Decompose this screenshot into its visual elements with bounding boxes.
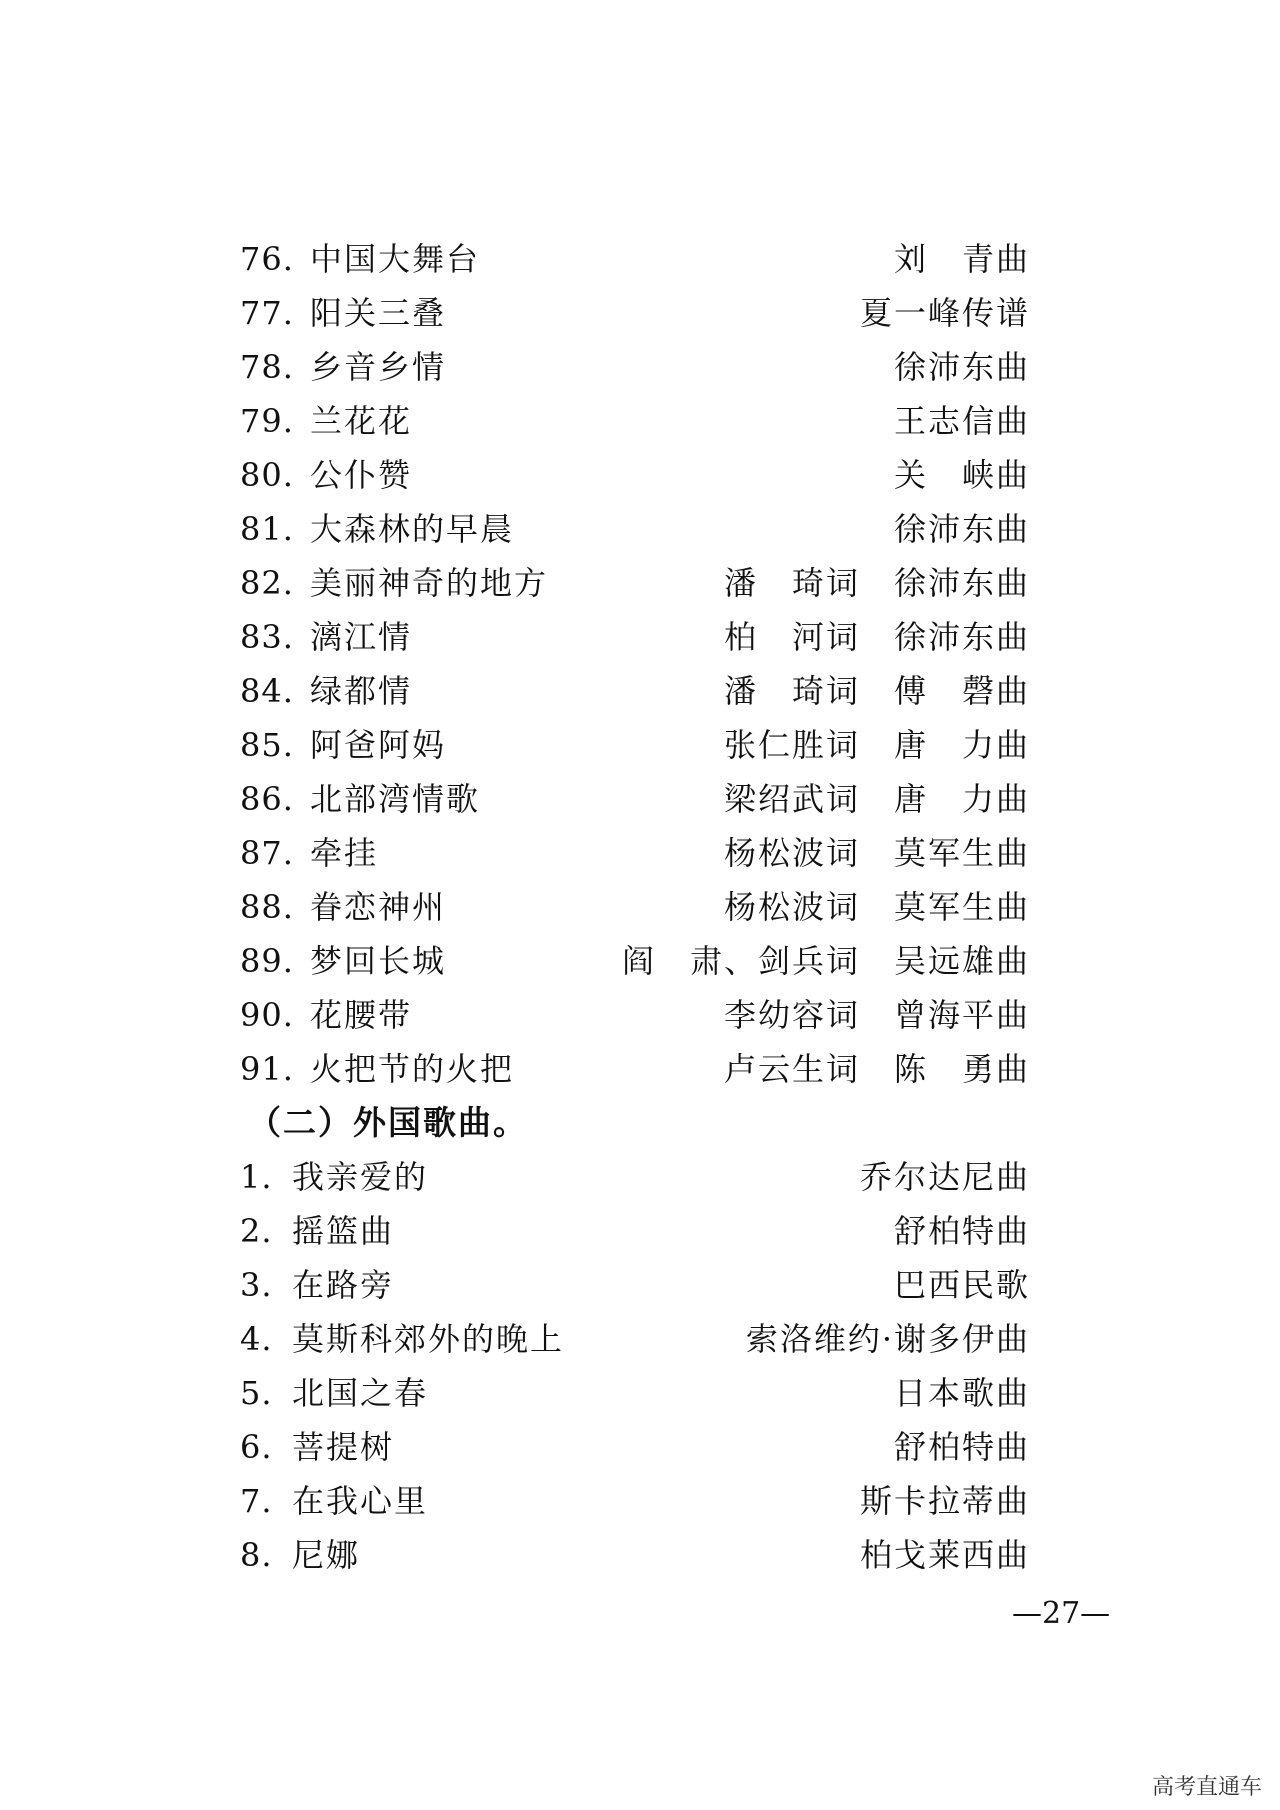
song-title: 我亲爱的 [292,1158,429,1196]
song-number: 87. [240,834,294,872]
song-composer: 王志信曲 [893,402,1030,440]
song-row [240,718,1030,772]
song-number: 91. [240,1050,294,1088]
song-number: 89. [240,942,294,980]
song-title: 梦回长城 [310,942,447,980]
song-lyricist: 阎 肃、剑兵词 [621,942,860,980]
song-composer: 唐 力曲 [893,726,1030,764]
song-row [240,394,1030,448]
song-title: 乡音乡情 [310,348,447,386]
song-title: 火把节的火把 [310,1050,515,1088]
song-list [240,232,1030,1582]
song-title: 美丽神奇的地方 [310,564,549,602]
song-composer: 刘 青曲 [893,240,1030,278]
song-row [240,880,1030,934]
song-title: 阳关三叠 [310,294,447,332]
chinese-song-list [240,232,1030,1096]
song-number: 85. [240,726,294,764]
song-number: 6. [240,1428,273,1466]
song-title: 摇篮曲 [292,1212,395,1250]
song-composer: 唐 力曲 [893,780,1030,818]
song-row [240,502,1030,556]
song-composer: 关 峡曲 [893,456,1030,494]
song-row [240,286,1030,340]
song-number: 83. [240,618,294,656]
song-title: 兰花花 [310,402,413,440]
song-row [240,1150,1030,1204]
song-number: 88. [240,888,294,926]
watermark-text: 高考直通车 [1151,1775,1262,1800]
song-number: 8. [240,1536,273,1574]
song-lyricist: 李幼容词 [723,996,860,1034]
song-lyricist: 柏 河词 [723,618,860,656]
song-title: 中国大舞台 [310,240,481,278]
song-composer: 夏一峰传谱 [859,294,1030,332]
song-number: 4. [240,1320,273,1358]
song-composer: 斯卡拉蒂曲 [859,1482,1030,1520]
song-composer: 徐沛东曲 [893,510,1030,548]
song-number: 80. [240,456,294,494]
song-composer: 舒柏特曲 [893,1428,1030,1466]
song-row [240,448,1030,502]
song-title: 在我心里 [292,1482,429,1520]
song-title: 眷恋神州 [310,888,447,926]
song-row [240,1474,1030,1528]
song-composer: 索洛维约·谢多伊曲 [745,1320,1030,1358]
song-row [240,1528,1030,1582]
song-title: 尼娜 [292,1536,361,1574]
song-row [240,340,1030,394]
page-number: —27— [1012,1596,1111,1631]
song-number: 2. [240,1212,273,1250]
song-number: 90. [240,996,294,1034]
section-heading-foreign-songs: （二）外国歌曲。 [248,1103,528,1142]
song-composer: 莫军生曲 [893,834,1030,872]
song-title: 北国之春 [292,1374,429,1412]
song-number: 77. [240,294,294,332]
song-row [240,232,1030,286]
song-title: 莫斯科郊外的晚上 [292,1320,565,1358]
song-title: 北部湾情歌 [310,780,481,818]
song-title: 公仆赞 [310,456,413,494]
song-title: 大森林的早晨 [310,510,515,548]
song-title: 花腰带 [310,996,413,1034]
song-number: 3. [240,1266,273,1304]
song-number: 76. [240,240,294,278]
song-composer: 傅 磬曲 [893,672,1030,710]
song-row [240,610,1030,664]
song-composer: 徐沛东曲 [893,348,1030,386]
song-composer: 乔尔达尼曲 [859,1158,1030,1196]
song-number: 5. [240,1374,273,1412]
song-row [240,988,1030,1042]
song-number: 81. [240,510,294,548]
song-title: 菩提树 [292,1428,395,1466]
song-row [240,1258,1030,1312]
song-title: 在路旁 [292,1266,395,1304]
song-composer: 舒柏特曲 [893,1212,1030,1250]
song-lyricist: 杨松波词 [723,888,860,926]
song-title: 阿爸阿妈 [310,726,447,764]
song-number: 7. [240,1482,273,1520]
song-composer: 曾海平曲 [893,996,1030,1034]
song-row [240,664,1030,718]
song-row [240,826,1030,880]
song-composer: 日本歌曲 [893,1374,1030,1412]
song-row [240,1042,1030,1096]
song-title: 漓江情 [310,618,413,656]
song-title: 牵挂 [310,834,379,872]
song-row [240,1420,1030,1474]
song-lyricist: 梁绍武词 [723,780,860,818]
song-number: 79. [240,402,294,440]
song-composer: 莫军生曲 [893,888,1030,926]
song-number: 82. [240,564,294,602]
song-lyricist: 张仁胜词 [723,726,860,764]
song-number: 86. [240,780,294,818]
song-row [240,556,1030,610]
song-number: 1. [240,1158,273,1196]
foreign-song-list [240,1150,1030,1582]
song-row [240,1366,1030,1420]
song-row [240,1204,1030,1258]
song-composer: 巴西民歌 [893,1266,1030,1304]
song-composer: 吴远雄曲 [893,942,1030,980]
song-lyricist: 潘 琦词 [723,564,860,602]
song-row [240,1312,1030,1366]
song-row [240,772,1030,826]
song-composer: 柏戈莱西曲 [859,1536,1030,1574]
song-row [240,934,1030,988]
song-lyricist: 卢云生词 [723,1050,860,1088]
song-number: 84. [240,672,294,710]
song-number: 78. [240,348,294,386]
song-composer: 陈 勇曲 [893,1050,1030,1088]
song-lyricist: 潘 琦词 [723,672,860,710]
song-lyricist: 杨松波词 [723,834,860,872]
song-composer: 徐沛东曲 [893,618,1030,656]
song-title: 绿都情 [310,672,413,710]
song-composer: 徐沛东曲 [893,564,1030,602]
